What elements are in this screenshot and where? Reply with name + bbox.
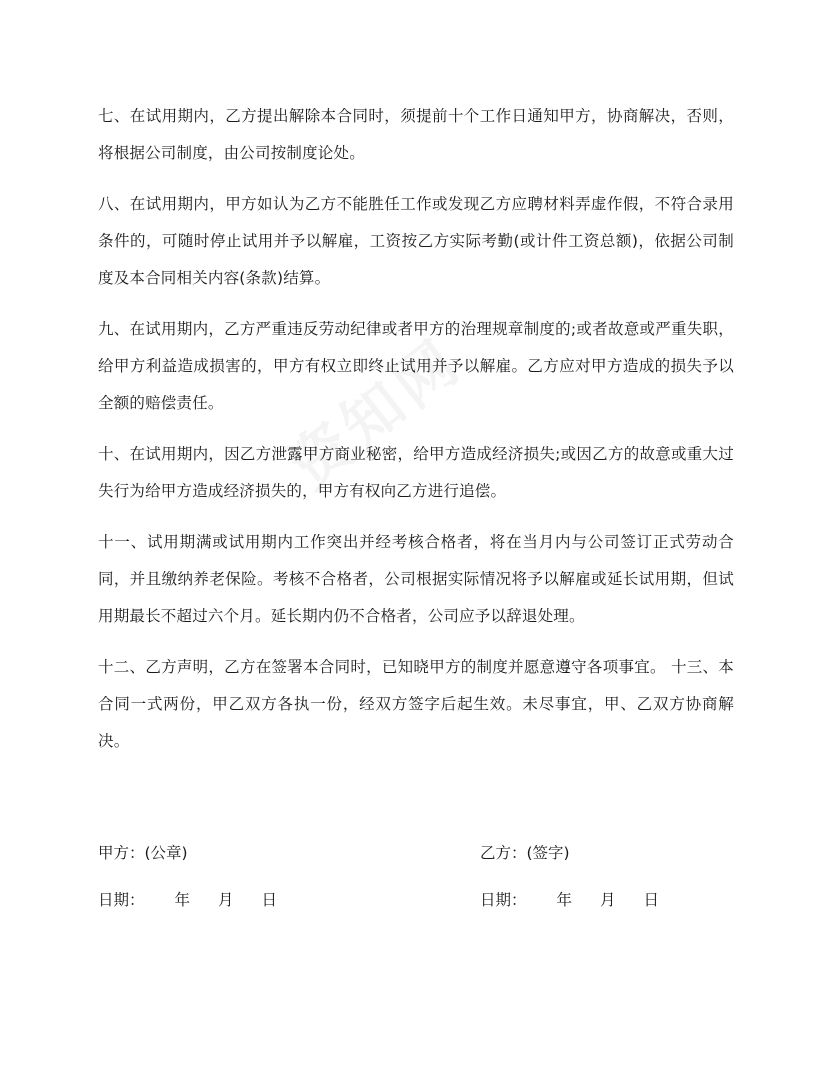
year-label: 年: [556, 891, 573, 909]
party-b-date-row: [480, 889, 659, 911]
day-label: 日: [261, 891, 278, 909]
clause-12-13: 十二、乙方声明，乙方在签署本合同时，已知晓甲方的制度并愿意遵守各项事宜。 十三、本合同一式两份，甲乙双方各执一份，经双方签字后起生效。未尽事宜，甲、乙双方协商解决。: [98, 658, 734, 750]
clause-10: 十、在试用期内，因乙方泄露甲方商业秘密，给甲方造成经济损失;或因乙方的故意或重大过失行为给甲方造成经济损失的，甲方有权向乙方进行追偿。: [98, 445, 734, 500]
clause-8: 八、在试用期内，甲方如认为乙方不能胜任工作或发现乙方应聘材料弄虚作假，不符合录用条件的，可随时停止试用并予以解雇，工资按乙方实际考勤(或计件工资总额)，依据公司制度及本合同相关内容(条款)结算。: [98, 195, 734, 287]
party-b-signature-label: 乙方：(签字): [480, 844, 570, 862]
day-label: 日: [643, 891, 660, 909]
date-label: 日期：: [98, 891, 145, 909]
contract-clauses: [98, 98, 734, 774]
clause-9: 九、在试用期内，乙方严重违反劳动纪律或者甲方的治理规章制度的;或者故意或严重失职，给甲方利益造成损害的，甲方有权立即终止试用并予以解雇。乙方应对甲方造成的损失予以全额的赔偿责任。: [98, 320, 734, 412]
year-label: 年: [174, 891, 191, 909]
month-label: 月: [600, 891, 616, 909]
month-label: 月: [218, 891, 234, 909]
clause-11: 十一、试用期满或试用期内工作突出并经考核合格者，将在当月内与公司签订正式劳动合同，并且缴纳养老保险。考核不合格者，公司根据实际情况将予以解雇或延长试用期，但试用期最长不超过六个月。延长期内仍不合格者，公司应予以辞退处理。: [98, 533, 734, 625]
date-label: 日期：: [480, 891, 527, 909]
party-a-date-row: [98, 889, 277, 911]
party-a-seal-label: 甲方：(公章): [98, 844, 188, 862]
clause-7: 七、在试用期内，乙方提出解除本合同时，须提前十个工作日通知甲方，协商解决，否则，将根据公司制度，由公司按制度论处。: [98, 107, 734, 162]
